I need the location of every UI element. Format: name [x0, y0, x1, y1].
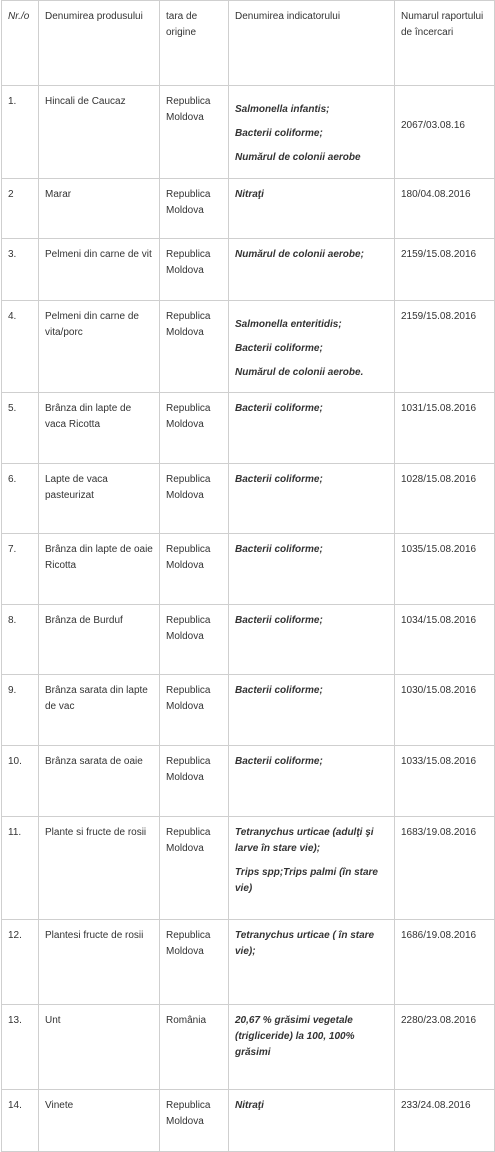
table-header-row — [2, 1, 495, 86]
row-number: 6. — [2, 464, 39, 534]
table-row — [2, 746, 495, 817]
report-number: 2280/23.08.2016 — [395, 1005, 495, 1090]
report-number: 1033/15.08.2016 — [395, 746, 495, 817]
indicator-cell — [229, 746, 395, 817]
product-name: Plantesi fructe de rosii — [39, 920, 160, 1005]
origin-country: Republica Moldova — [160, 86, 229, 179]
row-number: 4. — [2, 301, 39, 393]
origin-country: România — [160, 1005, 229, 1090]
indicator-cell — [229, 179, 395, 239]
indicator-text: Salmonella infantis; — [235, 104, 330, 115]
row-number: 9. — [2, 675, 39, 746]
header-product: Denumirea produsului — [39, 1, 160, 86]
product-name: Brânza din lapte de vaca Ricotta — [39, 393, 160, 464]
table-row — [2, 675, 495, 746]
table-row — [2, 86, 495, 179]
origin-country: Republica Moldova — [160, 605, 229, 675]
table-body — [2, 86, 495, 1152]
report-number: 1686/19.08.2016 — [395, 920, 495, 1005]
report-number: 1031/15.08.2016 — [395, 393, 495, 464]
product-name: Marar — [39, 179, 160, 239]
indicator-cell — [229, 464, 395, 534]
table-row — [2, 605, 495, 675]
indicator-text: Bacterii coliforme; — [235, 343, 323, 354]
indicator-text: Bacterii coliforme; — [235, 544, 323, 555]
indicator-cell — [229, 817, 395, 920]
indicator-cell — [229, 1090, 395, 1152]
table-row — [2, 1090, 495, 1152]
report-number: 1034/15.08.2016 — [395, 605, 495, 675]
indicator-text: Bacterii coliforme; — [235, 685, 323, 696]
origin-country: Republica Moldova — [160, 534, 229, 605]
row-number: 3. — [2, 239, 39, 301]
origin-country: Republica Moldova — [160, 179, 229, 239]
origin-country: Republica Moldova — [160, 239, 229, 301]
indicator-cell — [229, 86, 395, 179]
indicator-text: Numărul de colonii aerobe; — [235, 249, 364, 260]
origin-country: Republica Moldova — [160, 920, 229, 1005]
table-row — [2, 239, 495, 301]
indicator-cell — [229, 675, 395, 746]
header-report-number: Numarul raportului de încercari — [395, 1, 495, 86]
origin-country: Republica Moldova — [160, 1090, 229, 1152]
row-number: 7. — [2, 534, 39, 605]
table-row — [2, 920, 495, 1005]
indicator-text: Tetranychus urticae ( în stare vie); — [235, 930, 375, 957]
indicator-text: Bacterii coliforme; — [235, 403, 323, 414]
product-name: Vinete — [39, 1090, 160, 1152]
indicator-cell — [229, 605, 395, 675]
indicator-text: Nitraţi — [235, 189, 264, 200]
origin-country: Republica Moldova — [160, 301, 229, 393]
origin-country: Republica Moldova — [160, 746, 229, 817]
report-number: 1028/15.08.2016 — [395, 464, 495, 534]
row-number: 12. — [2, 920, 39, 1005]
origin-country: Republica Moldova — [160, 675, 229, 746]
indicator-text: Nitraţi — [235, 1100, 264, 1111]
indicator-text: Trips spp;Trips palmi (în stare vie) — [235, 867, 378, 894]
row-number: 5. — [2, 393, 39, 464]
product-name: Plante si fructe de rosii — [39, 817, 160, 920]
report-number: 180/04.08.2016 — [395, 179, 495, 239]
indicator-cell — [229, 1005, 395, 1090]
indicator-text: Bacterii coliforme; — [235, 615, 323, 626]
product-name: Brânza sarata din lapte de vac — [39, 675, 160, 746]
header-indicator: Denumirea indicatorului — [229, 1, 395, 86]
product-name: Brânza sarata de oaie — [39, 746, 160, 817]
report-number: 1683/19.08.2016 — [395, 817, 495, 920]
indicator-cell — [229, 393, 395, 464]
indicator-cell — [229, 301, 395, 393]
indicator-text: Tetranychus urticae (adulţi şi larve în stare vie); — [235, 827, 374, 854]
row-number: 8. — [2, 605, 39, 675]
table-row — [2, 179, 495, 239]
product-name: Unt — [39, 1005, 160, 1090]
row-number: 10. — [2, 746, 39, 817]
table-row — [2, 1005, 495, 1090]
table-row — [2, 393, 495, 464]
report-number: 2159/15.08.2016 — [395, 301, 495, 393]
report-number: 2067/03.08.16 — [395, 86, 495, 179]
row-number: 2 — [2, 179, 39, 239]
row-number: 11. — [2, 817, 39, 920]
report-number: 2159/15.08.2016 — [395, 239, 495, 301]
product-name: Brânza din lapte de oaie Ricotta — [39, 534, 160, 605]
row-number: 1. — [2, 86, 39, 179]
indicator-cell — [229, 534, 395, 605]
inspection-results-table — [1, 0, 495, 1152]
table-row — [2, 534, 495, 605]
indicator-cell — [229, 239, 395, 301]
product-name: Brânza de Burduf — [39, 605, 160, 675]
indicator-text: Bacterii coliforme; — [235, 128, 323, 139]
header-origin: tara de origine — [160, 1, 229, 86]
table-row — [2, 817, 495, 920]
origin-country: Republica Moldova — [160, 817, 229, 920]
indicator-cell — [229, 920, 395, 1005]
indicator-text: Numărul de colonii aerobe. — [235, 367, 364, 378]
origin-country: Republica Moldova — [160, 464, 229, 534]
report-number: 1035/15.08.2016 — [395, 534, 495, 605]
product-name: Pelmeni din carne de vit — [39, 239, 160, 301]
header-nr: Nr./o — [2, 1, 39, 86]
origin-country: Republica Moldova — [160, 393, 229, 464]
indicator-text: Salmonella enteritidis; — [235, 319, 342, 330]
table-row — [2, 464, 495, 534]
indicator-text: 20,67 % grăsimi vegetale (trigliceride) la 100, 100% grăsimi — [235, 1015, 355, 1058]
report-number: 1030/15.08.2016 — [395, 675, 495, 746]
row-number: 13. — [2, 1005, 39, 1090]
product-name: Pelmeni din carne de vita/porc — [39, 301, 160, 393]
product-name: Hincali de Caucaz — [39, 86, 160, 179]
indicator-text: Numărul de colonii aerobe — [235, 152, 361, 163]
table-row — [2, 301, 495, 393]
product-name: Lapte de vaca pasteurizat — [39, 464, 160, 534]
indicator-text: Bacterii coliforme; — [235, 474, 323, 485]
row-number: 14. — [2, 1090, 39, 1152]
indicator-text: Bacterii coliforme; — [235, 756, 323, 767]
report-number: 233/24.08.2016 — [395, 1090, 495, 1152]
